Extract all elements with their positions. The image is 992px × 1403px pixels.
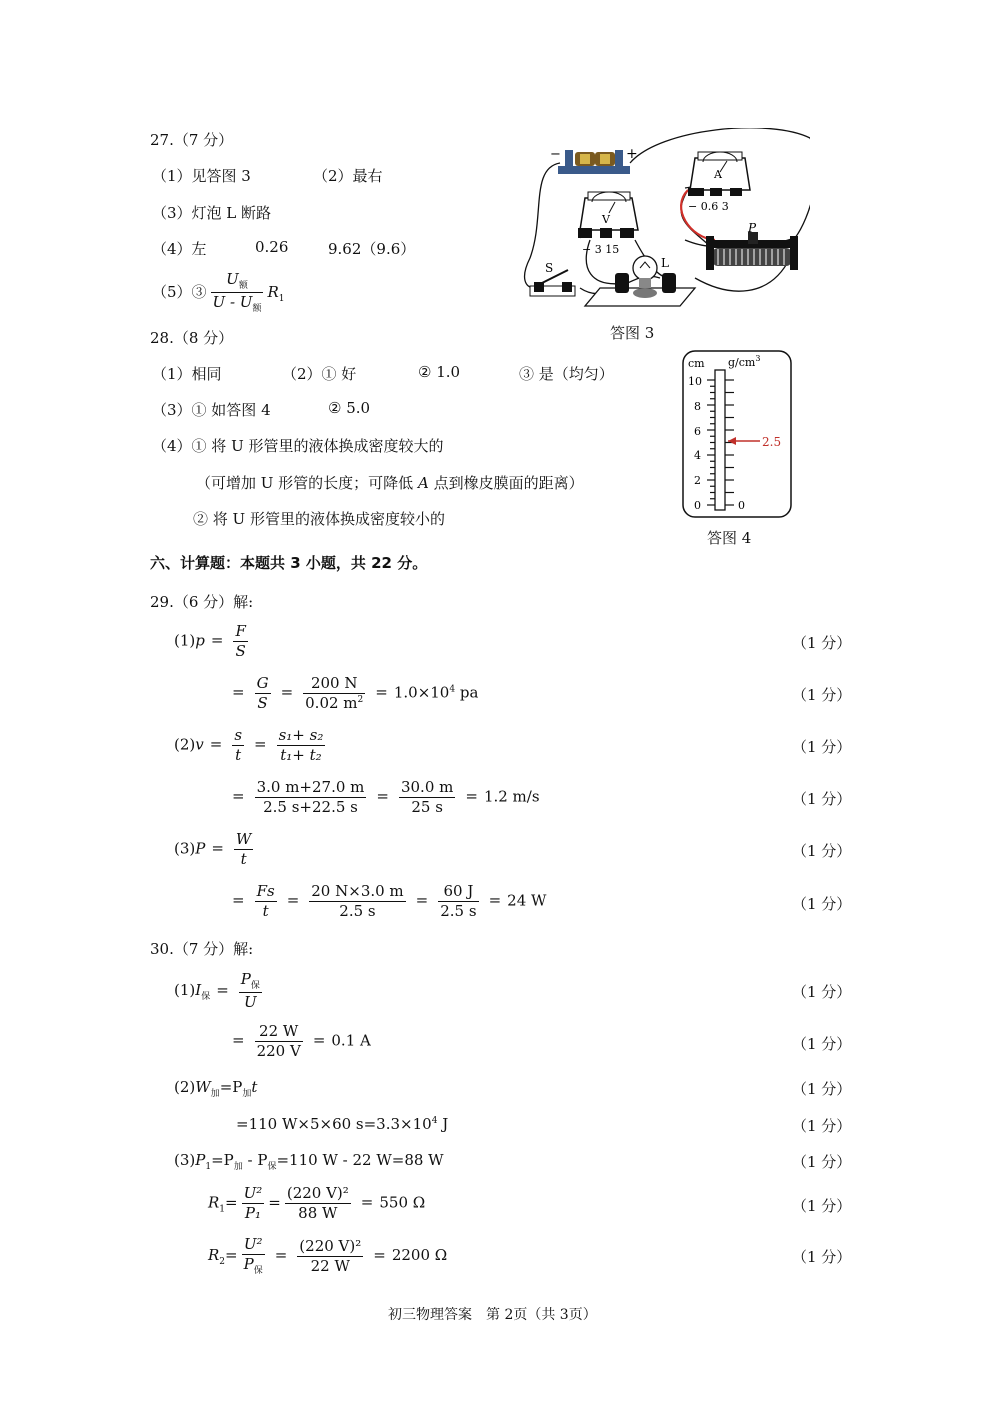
tick-label-0: 0 — [694, 499, 701, 512]
var: P — [195, 839, 206, 858]
voltmeter-label: V — [602, 213, 610, 226]
q27-part1: （1）见答图 3 — [152, 167, 251, 185]
frac-num: F — [235, 622, 246, 640]
q30-line4 — [236, 1115, 448, 1133]
var-sub: 加 — [210, 1089, 220, 1099]
var: I — [195, 981, 202, 999]
frac-num: 22 W — [255, 1022, 303, 1042]
rhs-t: t — [251, 1078, 258, 1096]
voltmeter-scale: − 3 15 — [582, 243, 620, 256]
frac-den: t — [235, 745, 242, 764]
result: 2200 Ω — [391, 1246, 448, 1264]
frac-den: S — [235, 641, 246, 660]
frac-num: 20 N×3.0 m — [311, 882, 404, 900]
part-label: (1) — [174, 981, 196, 999]
frac-den: 2.5 s — [339, 901, 376, 920]
q29-points-4: （1 分） — [792, 790, 852, 808]
q30-line5 — [174, 1151, 444, 1172]
var-sub: 1 — [219, 1204, 226, 1215]
q29-line2: = $\frac{G}{S}$ = $\frac{200 N}{0.02 m^2}$ = $1.0\times 10^4$ pa — [232, 674, 479, 712]
gauge-right-unit-sup: 3 — [755, 354, 761, 363]
q29-line6: = $\frac{Fs}{t}$ = $\frac{20 N\times 3.0 m}{2.5 s}$ = $\frac{60 J}{2.5 s}$ = 24 W — [232, 882, 547, 920]
frac-num-sub: 保 — [250, 981, 260, 991]
q29-points-5: （1 分） — [792, 842, 852, 860]
frac-den: S — [257, 693, 268, 712]
q28-paren-a: （可增加 U 形管的长度；可降低 — [196, 474, 418, 492]
result: 1.2 m/s — [483, 787, 540, 806]
frac-den: 0.02 m — [305, 693, 358, 712]
gauge-left-unit: cm — [688, 357, 705, 370]
frac-den: 2.5 s — [440, 901, 477, 920]
battery-plus: + — [626, 146, 638, 162]
mid-sub: 加 — [233, 1162, 243, 1172]
q28-part4-1: （4）① 将 U 形管里的液体换成密度较大的 — [152, 437, 444, 455]
frac-num: 30.0 m — [400, 778, 454, 796]
ammeter-label: A — [714, 168, 722, 181]
q27-part4c: 9.62（9.6） — [328, 240, 416, 258]
minus: - P — [242, 1151, 268, 1169]
q28-title: 28.（8 分） — [150, 329, 234, 347]
q30-line7: $R_2=$ $\frac{\text{U²}}{P_保}$ = $\frac{\text{(220 V)²}}{22 W}$ = 2200 Ω — [208, 1235, 448, 1276]
var-sub: 2 — [219, 1257, 226, 1267]
tick-label-6: 6 — [694, 425, 701, 438]
ammeter-scale: − 0.6 3 — [688, 200, 729, 213]
tick-label-right-0: 0 — [738, 499, 745, 512]
frac-den: t₁+ t₂ — [280, 745, 322, 764]
result: 0.1 A — [331, 1031, 371, 1050]
tick-label-10: 10 — [688, 375, 702, 388]
result: 1.0×10 — [393, 683, 450, 702]
fig3-caption: 答图 3 — [610, 324, 655, 342]
part-label: (1) — [174, 631, 196, 650]
q29-points-3: （1 分） — [792, 738, 852, 756]
q27-part2: （2）最右 — [313, 167, 383, 185]
q30-points-4: （1 分） — [792, 1117, 852, 1135]
lamp-label: L — [661, 256, 669, 270]
tick-label-8: 8 — [694, 400, 701, 413]
frac-den: 25 s — [411, 797, 443, 816]
frac-num: U² — [243, 1184, 263, 1202]
circuit-diagram — [520, 128, 810, 328]
frac-num: P — [240, 970, 251, 988]
frac-den: t — [240, 849, 247, 868]
section-6-title: 六、计算题：本题共 3 小题，共 22 分。 — [150, 554, 428, 572]
q30-title: 30.（7 分）解: — [150, 940, 254, 958]
q28-part4-paren — [196, 472, 584, 493]
q30-line1: $(1)I_保$ = $\frac{P_保}{U}$ — [174, 970, 260, 1012]
frac-den: t — [262, 901, 269, 920]
tick-label-4: 4 — [694, 449, 701, 462]
var: P — [195, 1151, 206, 1169]
q29-line3: (2)v = $\frac{s}{t}$ = $\frac{\text{s₁+ s₂}}{\text{t₁+ t₂}}$ — [174, 726, 324, 764]
q27-part5-R: R — [267, 282, 279, 301]
q30-line2: = $\frac{22 W}{220 V}$ = 0.1 A — [232, 1022, 371, 1060]
frac-den: 22 W — [310, 1256, 350, 1275]
rhs-sub: 加 — [242, 1089, 252, 1099]
tail: =110 W - 22 W=88 W — [276, 1151, 444, 1169]
frac-num: Fs — [256, 882, 275, 900]
q29-line1: (1)p = $\frac{F}{S}$ — [174, 622, 246, 660]
frac-num: 60 J — [438, 882, 478, 902]
frac-num: U — [226, 270, 239, 288]
expr: =110 W×5×60 s=3.3×10 — [236, 1115, 432, 1133]
reading-value: 2.5 — [762, 435, 782, 449]
part-label: (3) — [174, 1151, 196, 1169]
result: 24 W — [507, 891, 547, 910]
density-gauge — [682, 350, 794, 522]
frac-den: 88 W — [298, 1203, 338, 1222]
part-label: (2) — [174, 735, 196, 754]
q30-points-1: （1 分） — [792, 983, 852, 1001]
frac-num: (220 V)² — [286, 1184, 349, 1202]
rhs: =P — [219, 1078, 243, 1096]
gauge-right-unit-text: g/cm — [728, 356, 756, 369]
q30-points-6: （1 分） — [792, 1197, 852, 1215]
q27-part5-fraction — [211, 270, 264, 316]
minus-sub: 保 — [267, 1162, 277, 1172]
frac-num: (220 V)² — [299, 1236, 362, 1255]
q30-points-7: （1 分） — [792, 1248, 852, 1266]
q29-points-1: （1 分） — [792, 634, 852, 652]
var: v — [195, 735, 204, 754]
tick-label-2: 2 — [694, 474, 701, 487]
frac-num: U² — [242, 1235, 265, 1255]
frac-num: W — [235, 830, 252, 848]
frac-den: 220 V — [256, 1041, 301, 1060]
q30-line3 — [174, 1078, 257, 1099]
q29-points-6: （1 分） — [792, 895, 852, 913]
q30-points-5: （1 分） — [792, 1153, 852, 1171]
q27-title: 27.（7 分） — [150, 131, 234, 149]
fig4-caption: 答图 4 — [707, 529, 752, 547]
switch-label: S — [545, 261, 554, 275]
var: R — [208, 1193, 220, 1212]
battery-minus: − — [550, 147, 561, 162]
result-sup: 4 — [449, 684, 456, 695]
q29-points-2: （1 分） — [792, 686, 852, 704]
frac-num: s — [234, 726, 243, 744]
slider-label: P — [748, 221, 757, 235]
frac-den-sub: 保 — [253, 1265, 263, 1276]
q28-part2-1: （2）① 好 — [282, 365, 357, 383]
q28-paren-point: A — [417, 474, 429, 492]
frac-num: s₁+ s₂ — [278, 726, 324, 744]
q30-line6: $R_1=$ $\frac{\text{U²}}{\text{P₁}}$ = $\frac{\text{(220 V)²}}{88 W}$ = 550 Ω — [208, 1184, 426, 1222]
q29-title: 29.（6 分）解: — [150, 593, 254, 611]
frac-den-sup: 2 — [357, 694, 364, 705]
page-footer: 初三物理答案 第 2页（共 3页） — [388, 1307, 597, 1323]
q27-part3: （3）灯泡 L 断路 — [152, 204, 272, 222]
expr-sup: 4 — [431, 1116, 438, 1126]
q28-part1: （1）相同 — [152, 365, 222, 383]
frac-num-sub: 额 — [238, 281, 248, 291]
expr-unit: J — [437, 1115, 449, 1133]
frac-den: P — [243, 1254, 254, 1273]
q27-part5 — [152, 270, 284, 316]
q27-part5-R-sub: 1 — [278, 293, 285, 304]
frac-den: U - U — [212, 293, 253, 312]
q28-part3-1: （3）① 如答图 4 — [152, 401, 271, 419]
q28-part4-2: ② 将 U 形管里的液体换成密度较小的 — [193, 510, 445, 528]
q28-part2-3: ③ 是（均匀） — [519, 365, 614, 383]
result-unit: pa — [455, 683, 479, 702]
q27-part4a: （4）左 — [152, 240, 207, 258]
frac-den-sub: 额 — [252, 304, 262, 315]
var: p — [195, 631, 205, 650]
frac-num: 3.0 m+27.0 m — [256, 778, 365, 796]
mid: =P — [211, 1151, 234, 1169]
part-label: (2) — [174, 1078, 196, 1096]
q27-part4b: 0.26 — [255, 238, 289, 256]
q29-line5: (3)P = $\frac{W}{t}$ — [174, 830, 252, 868]
var-sub: 保 — [201, 992, 211, 1002]
q27-part5-prefix: （5）③ — [152, 282, 207, 301]
frac-num: 200 N — [303, 674, 365, 694]
frac-num: G — [256, 674, 269, 692]
frac-den: 2.5 s+22.5 s — [263, 797, 358, 816]
result: 550 Ω — [379, 1193, 426, 1212]
frac-den: P₁ — [244, 1203, 261, 1222]
q28-paren-b: 点到橡皮膜面的距离） — [428, 474, 584, 492]
var-sub: 1 — [205, 1162, 212, 1172]
q28-part3-2: ② 5.0 — [328, 399, 371, 417]
part-label: (3) — [174, 839, 196, 858]
q28-part2-2: ② 1.0 — [418, 363, 461, 381]
q30-points-2: （1 分） — [792, 1035, 852, 1053]
var: R — [208, 1246, 220, 1264]
q29-line4: = $\frac{3.0 m+27.0 m}{2.5 s+22.5 s}$ = $\frac{30.0 m}{25 s}$ = 1.2 m/s — [232, 778, 540, 816]
frac-den: U — [244, 993, 257, 1012]
var: W — [195, 1078, 211, 1096]
q30-points-3: （1 分） — [792, 1080, 852, 1098]
